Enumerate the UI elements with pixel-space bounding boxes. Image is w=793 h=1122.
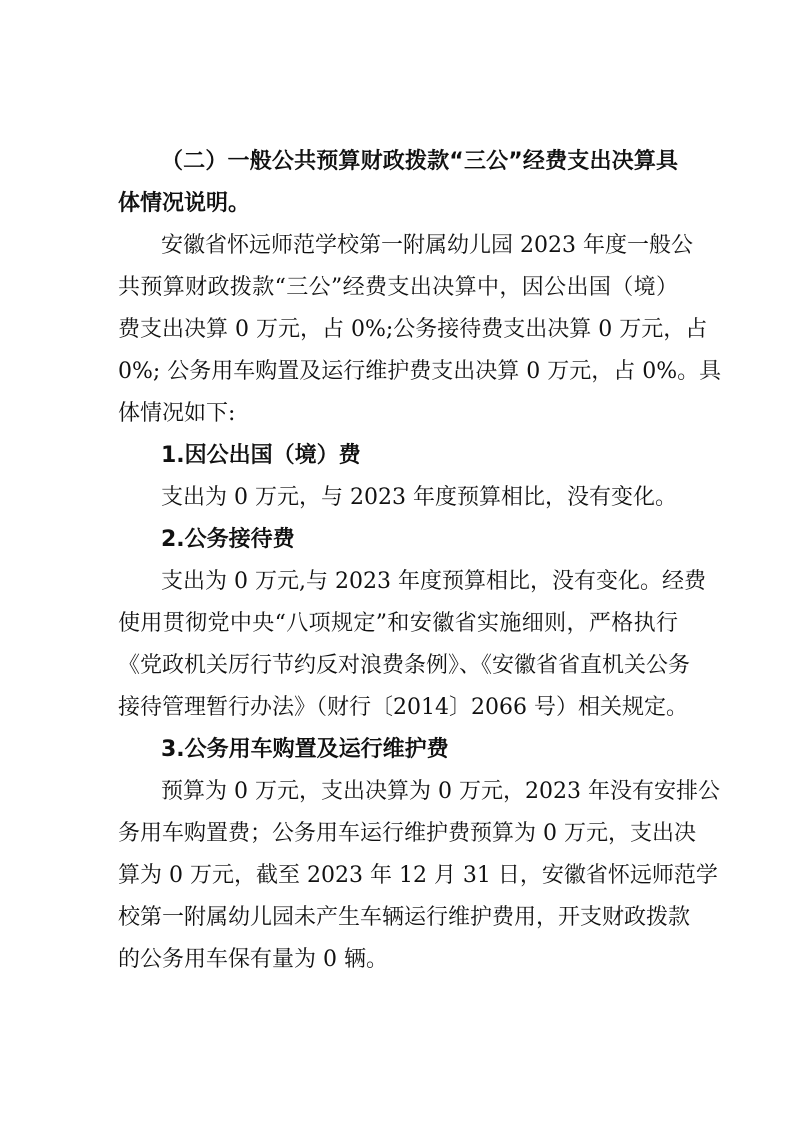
intro-line-1: 安徽省怀远师范学校第一附属幼儿园 2023 年度一般公: [161, 233, 693, 258]
intro-line-4: 0%; 公务用车购置及运行维护费支出决算 0 万元，占 0%。具: [118, 359, 722, 384]
item-2-line-3: 《党政机关厉行节约反对浪费条例》、《安徽省省直机关公务: [118, 653, 691, 678]
section-heading-line-2: 体情况说明。: [118, 191, 251, 216]
intro-line-2: 共预算财政拨款“三公”经费支出决算中，因公出国（境）: [118, 275, 678, 300]
item-2-line-2: 使用贯彻党中央“八项规定”和安徽省实施细则，严格执行: [118, 611, 678, 636]
item-3-heading: 3.公务用车购置及运行维护费: [161, 737, 449, 762]
intro-line-5: 体情况如下:: [118, 401, 236, 426]
item-2-heading: 2.公务接待费: [161, 527, 295, 552]
item-3-line-2: 务用车购置费；公务用车运行维护费预算为 0 万元，支出决: [118, 821, 696, 846]
item-2-line-1: 支出为 0 万元,与 2023 年度预算相比，没有变化。经费: [161, 569, 706, 594]
item-3-line-5: 的公务用车保有量为 0 辆。: [118, 947, 388, 972]
item-2-line-4: 接待管理暂行办法》（财行〔2014〕2066 号）相关规定。: [118, 695, 688, 720]
section-heading-line-1: （二）一般公共预算财政拨款“三公”经费支出决算具: [161, 149, 678, 174]
item-3-line-1: 预算为 0 万元，支出决算为 0 万元，2023 年没有安排公: [161, 779, 720, 804]
item-3-line-3: 算为 0 万元，截至 2023 年 12 月 31 日，安徽省怀远师范学: [118, 863, 718, 888]
item-1-heading: 1.因公出国（境）费: [161, 443, 361, 468]
intro-line-3: 费支出决算 0 万元，占 0%;公务接待费支出决算 0 万元，占: [118, 317, 708, 342]
item-3-line-4: 校第一附属幼儿园未产生车辆运行维护费用，开支财政拨款: [118, 905, 691, 930]
item-1-line-1: 支出为 0 万元，与 2023 年度预算相比，没有变化。: [161, 485, 677, 510]
